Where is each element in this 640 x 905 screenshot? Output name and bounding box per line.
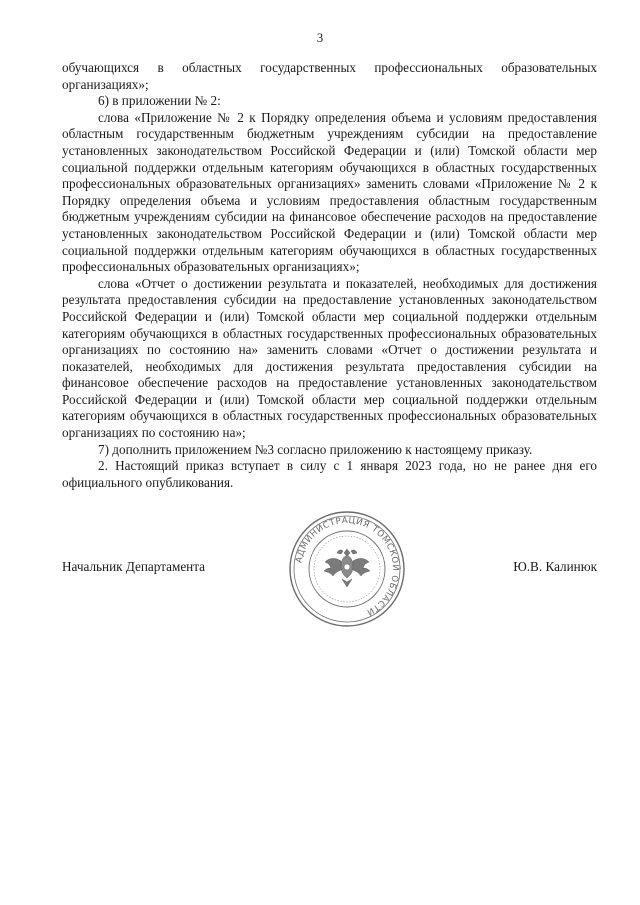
page-number: 3 [316, 30, 324, 45]
document-body [62, 60, 597, 491]
official-seal [287, 509, 407, 629]
paragraph-effective-date: 2. Настоящий приказ вступает в силу с 1 января 2023 года, но не ранее дня его официального опубликования. [62, 458, 597, 490]
signatory-title: Начальник Департамента [62, 559, 206, 574]
paragraph-replacement-2: слова «Отчет о достижении результата и показателей, необходимых для достижения результата предоставления субсидии на предоставление установленных законодательством Российской Федерации и (или) Томской области мер социальной поддержки отдельным категориям обучающихся в областных государственных профессиональных образовательных организациях по состоянию на» заменить словами «Отчет о достижении результата и показателей, необходимых для достижения результата предоставления субсидии на финансовое обеспечение расходов на предоставление установленных законодательством Российской Федерации и (или) Томской области мер социальной поддержки отдельным категориям обучающихся в областных государственных профессиональных образовательных организациях по состоянию на»; [62, 275, 597, 441]
paragraph-continuation: обучающихся в областных государственных профессиональных образовательных организациях»; [62, 60, 597, 92]
paragraph-replacement-1: слова «Приложение № 2 к Порядку определения объема и условиям предоставления областным государственным бюджетным учреждениям субсидии на предоставление установленных законодательством Российской Федерации и (или) Томской области мер социальной поддержки отдельным категориям обучающихся в областных государственных профессиональных образовательных организациях» заменить словами «Приложение № 2 к Порядку определения объема и условиям предоставления областным государственным бюджетным учреждениям субсидии на финансовое обеспечение расходов на предоставление установленных законодательством Российской Федерации и (или) Томской области мер социальной поддержки отдельным категориям обучающихся в областных государственных профессиональных образовательных организациях»; [62, 109, 597, 275]
eagle-emblem-icon [324, 549, 370, 587]
seal-text-path: АДМИНИСТРАЦИЯ ТОМСКОЙ ОБЛАСТИ [294, 515, 401, 618]
paragraph-item-7: 7) дополнить приложением №3 согласно приложению к настоящему приказу. [98, 441, 533, 457]
signatory-name: Ю.В. Калинюк [513, 559, 597, 574]
paragraph-item-6: 6) в приложении № 2: [98, 93, 221, 109]
